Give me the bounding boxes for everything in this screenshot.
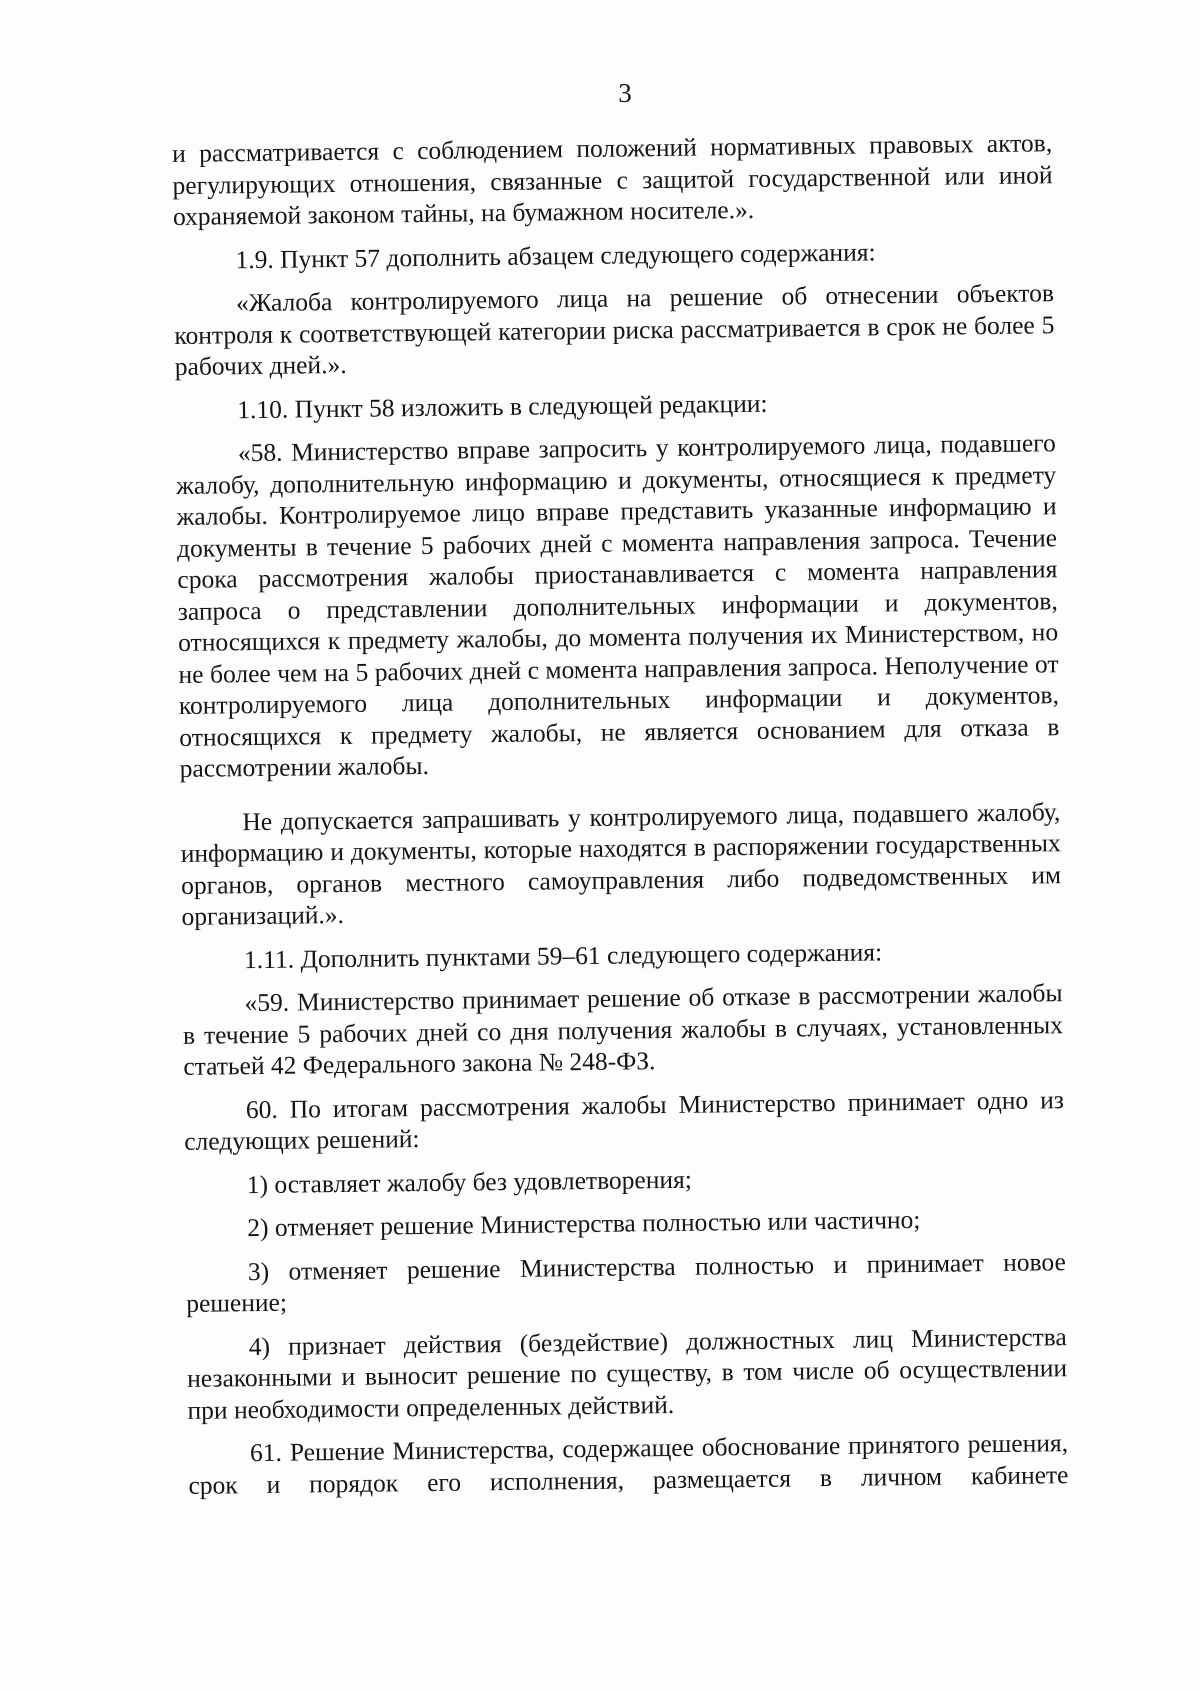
paragraph-clause-61: 61. Решение Министерства, содержащее обоснование принятого решения, срок и порядок его исполнения, размещается в личном кабинете — [188, 1428, 1069, 1500]
paragraph-decision-4: 4) признает действия (бездействие) должностных лиц Министерства незаконными и выносит решение по существу, в том числе об осуществлении при необходимости определенных действий. — [186, 1321, 1068, 1425]
paragraph-continuation: и рассматривается с соблюдением положений нормативных правовых актов, регулирующих отношения, связанные с защитой государственной или иной охраняемой законом тайны, на бумажном носителе.». — [172, 128, 1053, 231]
paragraph-item-1-9: 1.9. Пункт 57 дополнить абзацем следующего содержания: — [235, 236, 876, 274]
paragraph-decision-1: 1) оставляет жалобу без удовлетворения; — [246, 1164, 693, 1199]
paragraph-quote-complaint: «Жалоба контролируемого лица на решение об отнесении объектов контроля к соответствующей категории риска рассматривается в срок не более 5 рабочих дней.». — [174, 278, 1055, 381]
paragraph-decision-2: 2) отменяет решение Министерства полностью или частично; — [247, 1204, 921, 1243]
page-number: 3 — [618, 78, 632, 108]
paragraph-decision-3: 3) отменяет решение Министерства полностью и принимает новое решение; — [186, 1246, 1066, 1318]
paragraph-clause-59: «59. Министерство принимает решение об отказе в рассмотрении жалобы в течение 5 рабочих дней со дня получения жалобы в случаях, установленных статьей 42 Федерального закона № 248-ФЗ. — [182, 978, 1064, 1081]
paragraph-item-1-11: 1.11. Дополнить пунктами 59–61 следующего содержания: — [243, 936, 883, 974]
paragraph-item-1-10: 1.10. Пункт 58 изложить в следующей редакции: — [237, 388, 768, 424]
document-body — [172, 127, 1069, 1513]
paragraph-clause-58: «58. Министерство вправе запросить у контролируемого лица, подавшего жалобу, дополнительную информацию и документы, относящиеся к предмету жалобы. Контролируемое лицо вправе представить указанные информацию и документы в течение 5 рабочих дней с момента направления запроса. Течение срока рассмотрения жалобы приостанавливается с момента направления запроса о представлении дополнительных информации и документов, относящихся к предмету жалобы, до момента получения их Министерством, но не более чем на 5 рабочих дней с момента направления запроса. Неполучение от контролируемого лица дополнительных информации и документов, относящихся к предмету жалобы, не является основанием для отказа в рассмотрении жалобы. — [176, 428, 1060, 783]
paragraph-clause-58-second: Не допускается запрашивать у контролируемого лица, подавшего жалобу, информацию и документы, которые находятся в распоряжении государственных органов, органов местного самоуправления либо подведомственных им организаций.». — [180, 796, 1062, 931]
paragraph-clause-60: 60. По итогам рассмотрения жалобы Министерство принимает одно из следующих решений: — [184, 1084, 1064, 1156]
